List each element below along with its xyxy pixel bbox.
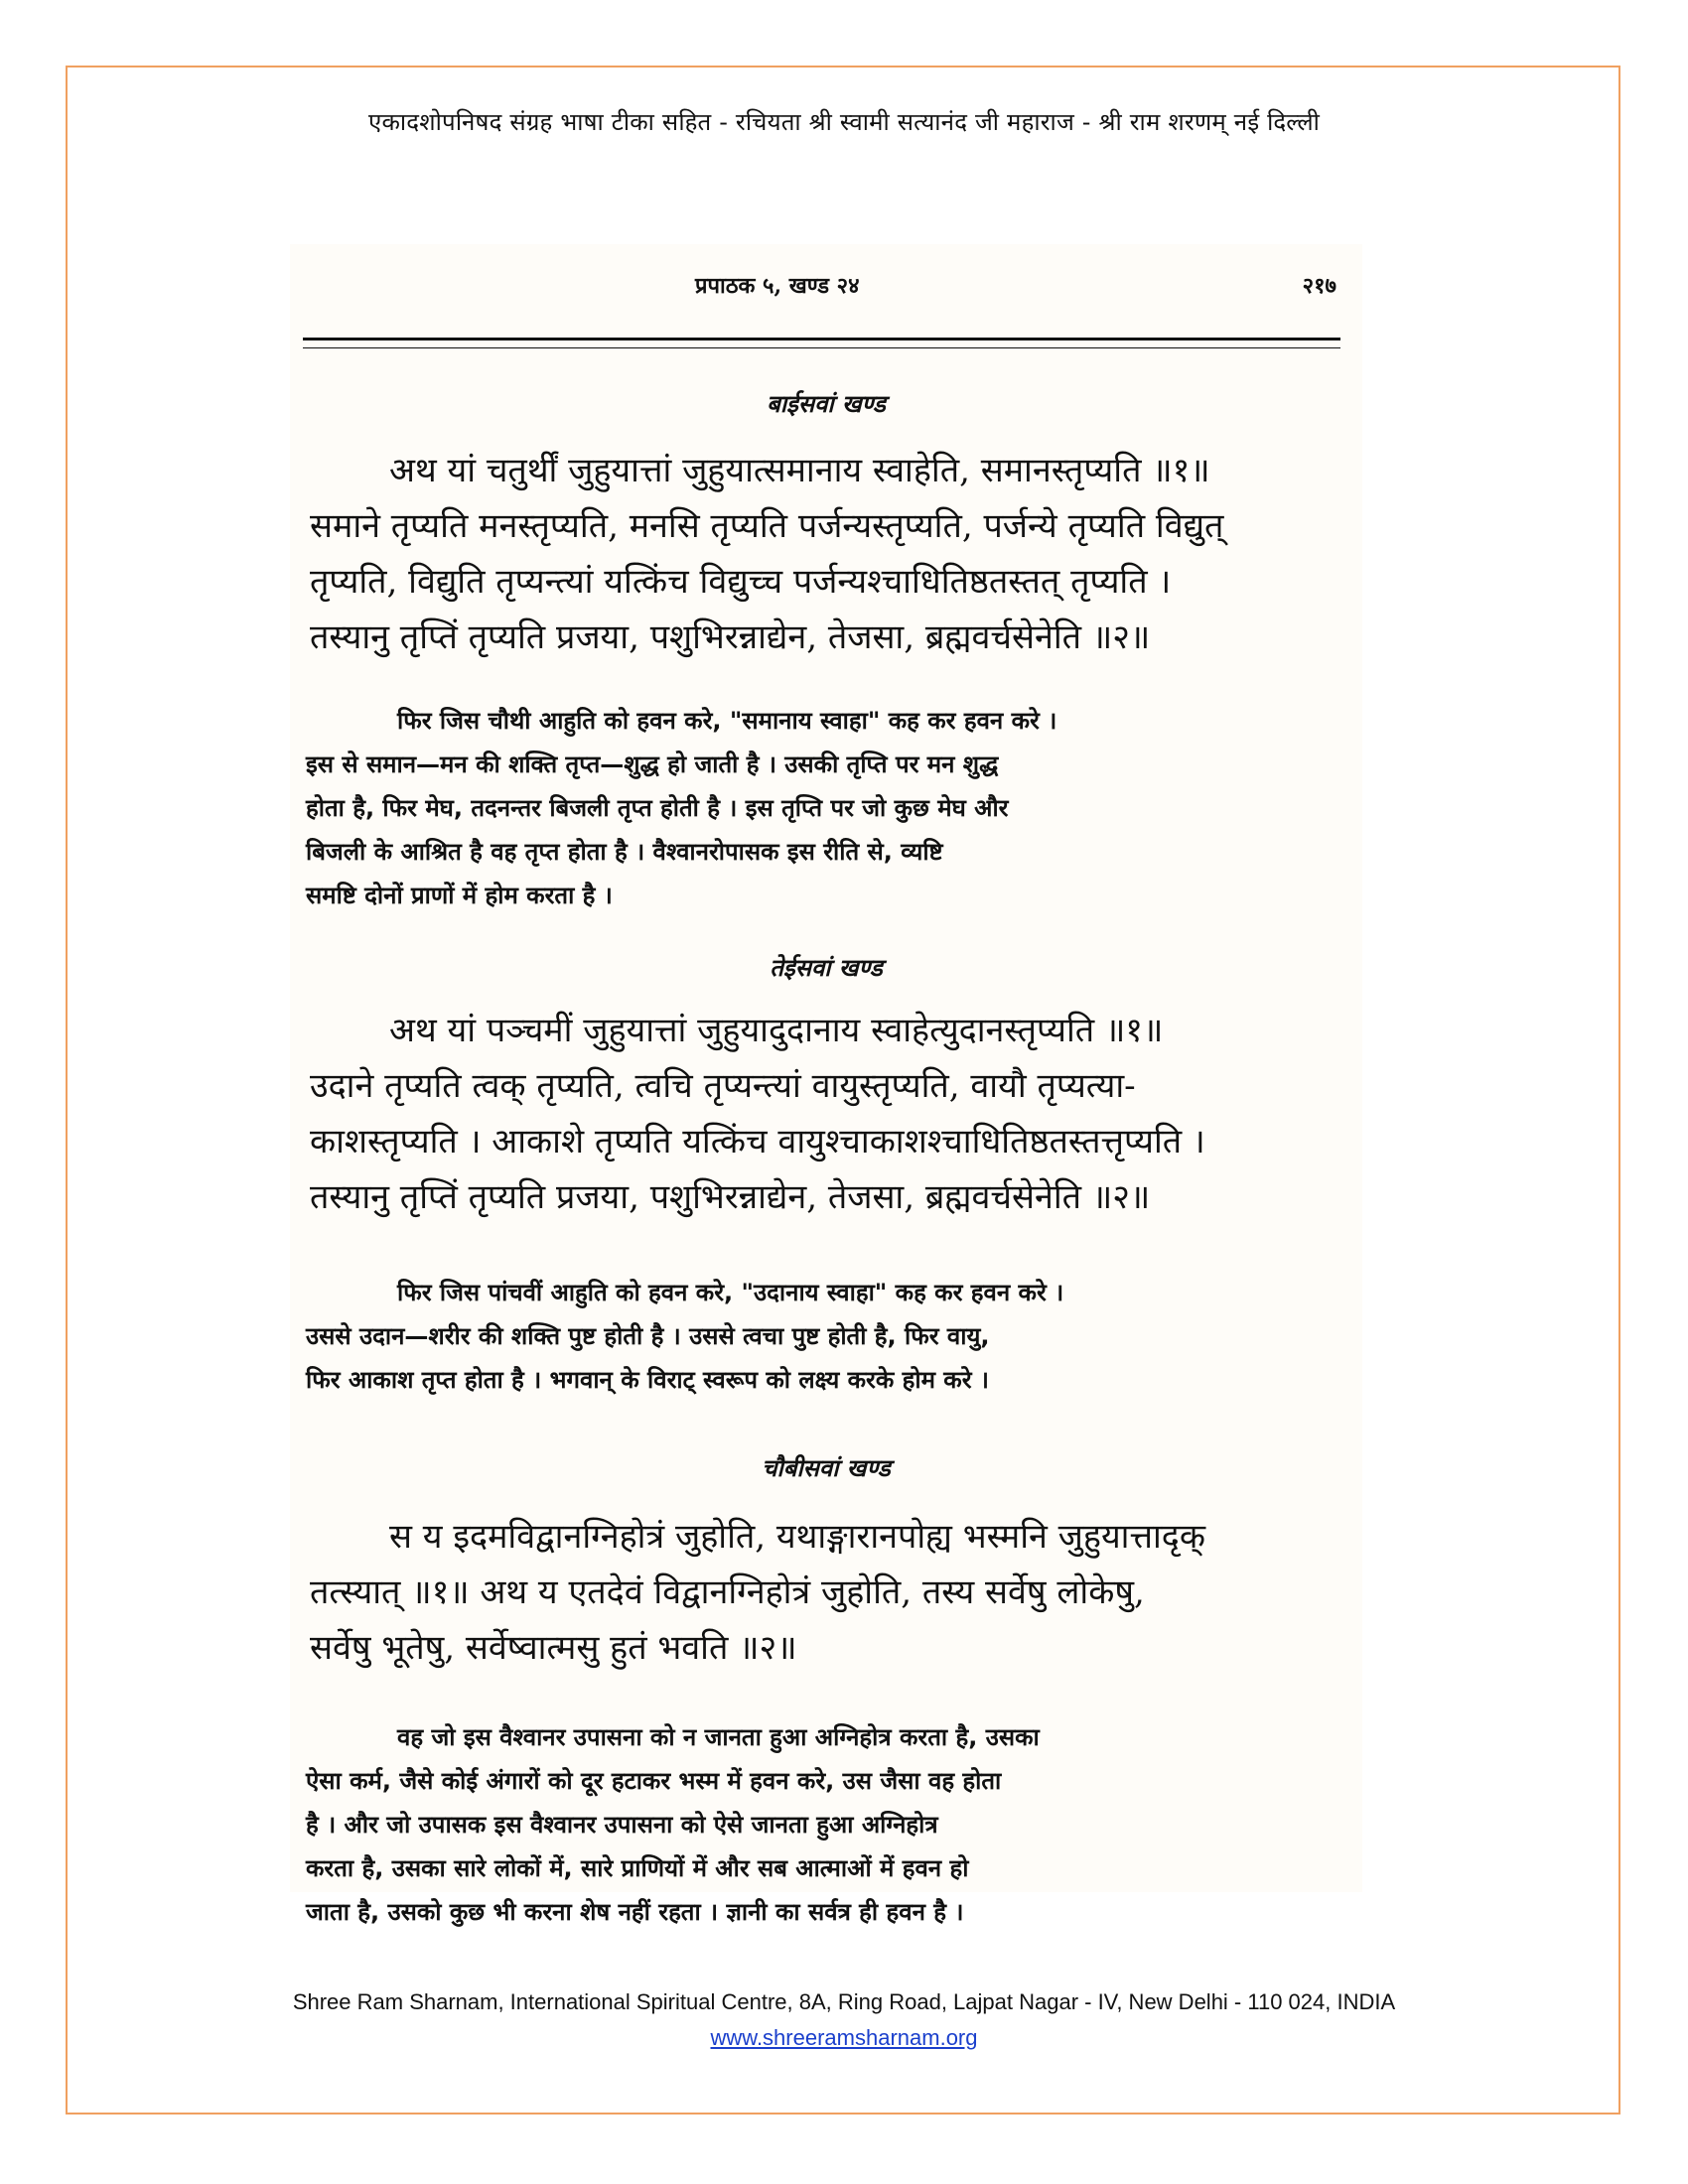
verse-line: तस्यानु तृप्तिं तृप्यति प्रजया, पशुभिरन्नाद्येन, तेजसा, ब्रह्मवर्चसेनेति ॥२॥ — [310, 1177, 1151, 1217]
header-rule-thin — [303, 347, 1340, 348]
commentary-line: इस से समान—मन की शक्ति तृप्त—शुद्ध हो जाती है । उसकी तृप्ति पर मन शुद्ध — [306, 751, 999, 778]
commentary-line: वह जो इस वैश्वानर उपासना को न जानता हुआ अग्निहोत्र करता है, उसका — [397, 1723, 1040, 1751]
footer-address: Shree Ram Sharnam, International Spiritual Centre, 8A, Ring Road, Lajpat Nagar - IV, New Delhi - 110 024, INDIA — [292, 1989, 1396, 2014]
sanskrit-verse — [310, 443, 1342, 665]
commentary-line: है । और जो उपासक इस वैश्वानर उपासना को ऐसे जानता हुआ अग्निहोत्र — [306, 1811, 938, 1839]
sanskrit-verse — [310, 1509, 1342, 1676]
header-rule-thick — [303, 338, 1340, 341]
page-number: २१७ — [1302, 273, 1336, 299]
hindi-commentary — [306, 1715, 1338, 1934]
verse-line: तत्स्यात् ॥१॥ अथ य एतदेवं विद्वानग्निहोत्रं जुहोति, तस्य सर्वेषु लोकेषु, — [310, 1572, 1145, 1612]
verse-line: समाने तृप्यति मनस्तृप्यति, मनसि तृप्यति पर्जन्यस्तृप्यति, पर्जन्ये तृप्यति विद्युत् — [310, 506, 1224, 546]
chapter-section-label: प्रपाठक ५, खण्ड २४ — [695, 273, 860, 299]
commentary-line: फिर आकाश तृप्त होता है । भगवान् के विराट् स्वरूप को लक्ष्य करके होम करे । — [306, 1366, 990, 1394]
verse-line: स य इदमविद्वानग्निहोत्रं जुहोति, यथाङ्गारानपोह्य भस्मनि जुहुयात्तादृक् — [389, 1517, 1205, 1557]
commentary-line: बिजली के आश्रित है वह तृप्त होता है । वैश्वानरोपासक इस रीति से, व्यष्टि — [306, 838, 943, 866]
commentary-line: फिर जिस पांचवीं आहुति को हवन करे, "उदानाय स्वाहा" कह कर हवन करे । — [397, 1279, 1064, 1306]
footer-website — [89, 2025, 1599, 2051]
commentary-line: फिर जिस चौथी आहुति को हवन करे, "समानाय स्वाहा" कह कर हवन करे । — [397, 707, 1057, 735]
verse-line: तृप्यति, विद्युति तृप्यन्त्यां यत्किंच विद्युच्च पर्जन्यश्चाधितिष्ठतस्तत् तृप्यति । — [310, 562, 1172, 602]
verse-line: सर्वेषु भूतेषु, सर्वेष्वात्मसु हुतं भवति ॥२॥ — [310, 1628, 797, 1668]
verse-line: तस्यानु तृप्तिं तृप्यति प्रजया, पशुभिरन्नाद्येन, तेजसा, ब्रह्मवर्चसेनेति ॥२॥ — [310, 617, 1151, 657]
website-link[interactable]: www.shreeramsharnam.org — [710, 2025, 978, 2050]
commentary-line: ऐसा कर्म, जैसे कोई अंगारों को दूर हटाकर भस्म में हवन करे, उस जैसा वह होता — [306, 1767, 1002, 1795]
section-heading: चौबीसवां खण्ड — [762, 1453, 891, 1482]
verse-line: उदाने तृप्यति त्वक् तृप्यति, त्वचि तृप्यन्त्यां वायुस्तृप्यति, वायौ तृप्यत्या- — [310, 1066, 1136, 1106]
commentary-line: होता है, फिर मेघ, तदनन्तर बिजली तृप्त होती है । इस तृप्ति पर जो कुछ मेघ और — [306, 794, 1009, 822]
commentary-line: समष्टि दोनों प्राणों में होम करता है । — [306, 882, 613, 909]
running-header: एकादशोपनिषद संग्रह भाषा टीका सहित - रचियता श्री स्वामी सत्यानंद जी महाराज - श्री राम शरणम् नई दिल्ली — [367, 108, 1321, 136]
hindi-commentary — [306, 699, 1338, 917]
hindi-commentary — [306, 1271, 1338, 1402]
verse-line: अथ यां चतुर्थीं जुहुयात्तां जुहुयात्समानाय स्वाहेति, समानस्तृप्यति ॥१॥ — [389, 451, 1210, 490]
verse-line: काशस्तृप्यति । आकाशे तृप्यति यत्किंच वायुश्चाकाशश्चाधितिष्ठतस्तत्तृप्यति । — [310, 1122, 1205, 1161]
commentary-line: जाता है, उसको कुछ भी करना शेष नहीं रहता । ज्ञानी का सर्वत्र ही हवन है । — [306, 1898, 964, 1926]
section-heading: तेईसवां खण्ड — [770, 953, 883, 982]
sanskrit-verse — [310, 1003, 1342, 1225]
section-heading: बाईसवां खण्ड — [767, 389, 886, 418]
commentary-line: करता है, उसका सारे लोकों में, सारे प्राणियों में और सब आत्माओं में हवन हो — [306, 1854, 969, 1882]
commentary-line: उससे उदान—शरीर की शक्ति पुष्ट होती है । उससे त्वचा पुष्ट होती है, फिर वायु, — [306, 1322, 990, 1350]
verse-line: अथ यां पञ्चमीं जुहुयात्तां जुहुयादुदानाय स्वाहेत्युदानस्तृप्यति ॥१॥ — [389, 1011, 1164, 1050]
